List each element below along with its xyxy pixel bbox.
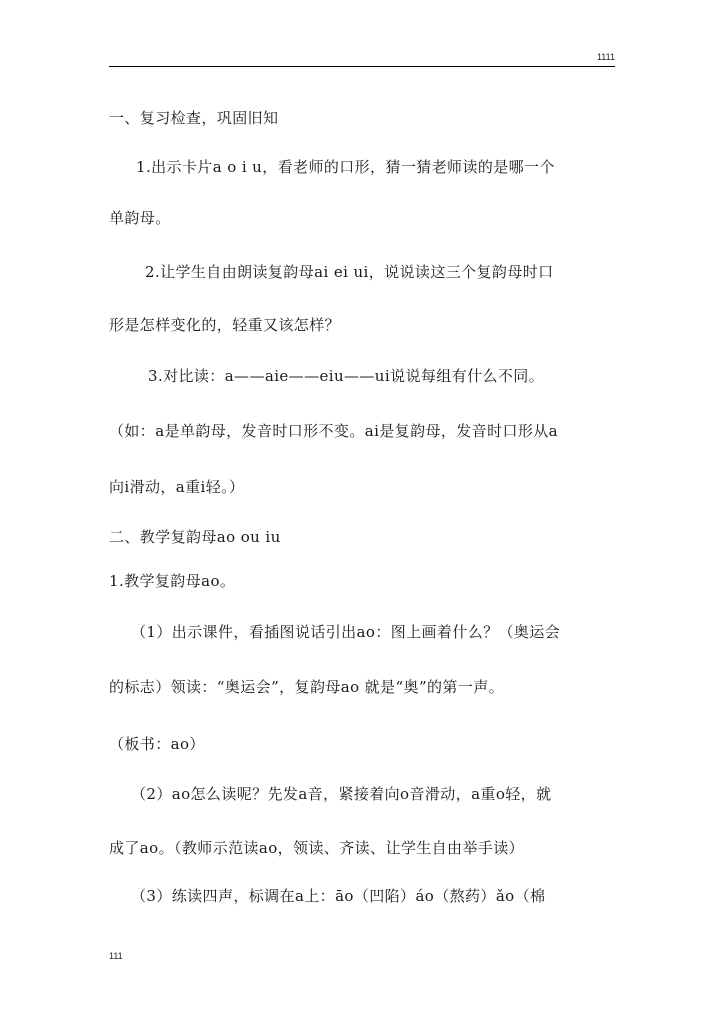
paragraph-line: 3.对比读：a——aie——eiu——ui说说每组有什么不同。	[148, 367, 545, 385]
paragraph-line: 2.让学生自由朗读复韵母ai ei ui，说说读这三个复韵母时口	[145, 263, 554, 281]
paragraph-line: （3）练读四声，标调在a上：āo（凹陷）áo（熬药）ǎo（棉	[131, 887, 546, 905]
header-page-number: 1111	[596, 52, 615, 62]
paragraph-line: 形是怎样变化的，轻重又该怎样？	[109, 316, 341, 334]
paragraph-line: 单韵母。	[109, 209, 171, 227]
paragraph-line: （板书：ao）	[109, 735, 205, 753]
paragraph-line: （1）出示课件，看插图说话引出ao：图上画着什么？（奥运会	[131, 623, 561, 641]
heading-teach: 二、教学复韵母ao ou iu	[109, 528, 281, 546]
paragraph-line: （如：a是单韵母，发音时口形不变。ai是复韵母，发音时口形从a	[109, 422, 559, 440]
paragraph-line: 1.教学复韵母ao。	[109, 572, 236, 590]
footer-page-number: 111	[109, 951, 123, 961]
paragraph-line: 的标志）领读：“奥运会”，复韵母ao 就是“奥”的第一声。	[109, 678, 505, 696]
header-rule	[109, 66, 615, 67]
paragraph-line: 向i滑动，a重i轻。）	[109, 478, 245, 496]
paragraph-line: 成了ao。（教师示范读ao，领读、齐读、让学生自由举手读）	[109, 839, 525, 857]
heading-review: 一、复习检查，巩固旧知	[109, 109, 279, 127]
paragraph-line: （2）ao怎么读呢？先发a音，紧接着向o音滑动，a重o轻，就	[131, 785, 552, 803]
paragraph-line: 1.出示卡片a o i u，看老师的口形，猜一猜老师读的是哪一个	[136, 158, 555, 176]
